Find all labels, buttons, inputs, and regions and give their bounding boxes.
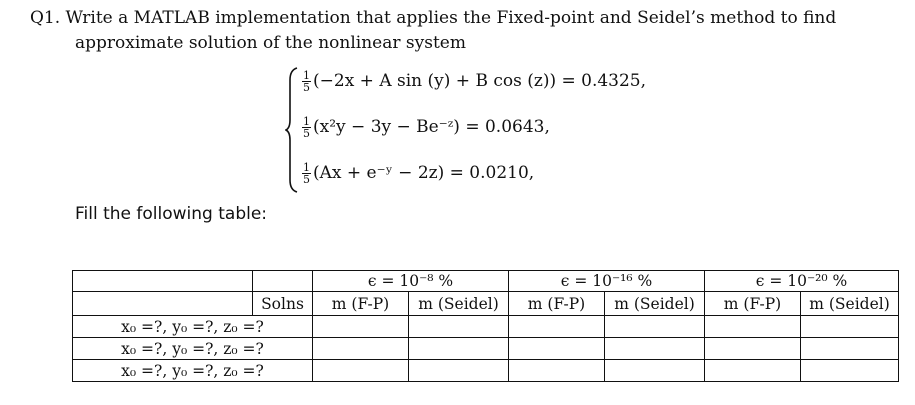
table-cell[interactable]	[409, 338, 509, 360]
table-corner-cell	[73, 292, 253, 316]
table-cell[interactable]	[509, 338, 605, 360]
table-cell[interactable]	[313, 360, 409, 382]
initial-guess-label: x₀ =?, y₀ =?, z₀ =?	[73, 316, 313, 338]
table-row	[73, 360, 899, 382]
initial-guess-label: x₀ =?, y₀ =?, z₀ =?	[73, 360, 313, 382]
table-cell[interactable]	[509, 316, 605, 338]
fraction-denominator: 5	[303, 173, 310, 186]
equation-3	[302, 162, 534, 185]
method-header: m (F-P)	[705, 292, 801, 316]
left-brace	[285, 66, 299, 194]
epsilon-header: ϵ = 10⁻⁸ %	[313, 271, 509, 292]
table-cell[interactable]	[605, 360, 705, 382]
instruction-text: Fill the following table:	[75, 204, 268, 224]
method-header: m (F-P)	[509, 292, 605, 316]
epsilon-header: ϵ = 10⁻¹⁶ %	[509, 271, 705, 292]
table-cell[interactable]	[509, 360, 605, 382]
fraction-denominator: 5	[303, 127, 310, 140]
table-cell[interactable]	[705, 338, 801, 360]
table-cell[interactable]	[801, 360, 899, 382]
equation-3-body: (Ax + e⁻ʸ − 2z) = 0.0210,	[313, 163, 535, 183]
equation-1-body: (−2x + A sin (y) + B cos (z)) = 0.4325,	[313, 71, 647, 91]
method-header: m (F-P)	[313, 292, 409, 316]
fraction-numerator: 1	[303, 115, 310, 128]
equation-system	[285, 66, 705, 194]
question-line-1: Q1. Write a MATLAB implementation that applies the Fixed-point and Seidel’s method to find	[30, 8, 837, 28]
fraction-numerator: 1	[303, 161, 310, 174]
method-header: m (Seidel)	[801, 292, 899, 316]
results-table	[72, 270, 899, 382]
fraction	[302, 162, 311, 185]
equation-1	[302, 70, 646, 93]
table-row	[73, 316, 899, 338]
question-line-2: approximate solution of the nonlinear system	[75, 33, 466, 53]
equation-2-body: (x²y − 3y − Be⁻ᶻ) = 0.0643,	[313, 117, 550, 137]
table-corner-cell	[253, 271, 313, 292]
table-corner-cell	[73, 271, 253, 292]
table-cell[interactable]	[313, 316, 409, 338]
table-row	[73, 338, 899, 360]
table-cell[interactable]	[605, 338, 705, 360]
table-cell[interactable]	[313, 338, 409, 360]
table-cell[interactable]	[801, 316, 899, 338]
table-cell[interactable]	[409, 316, 509, 338]
table-cell[interactable]	[705, 316, 801, 338]
table-cell[interactable]	[409, 360, 509, 382]
fraction	[302, 116, 311, 139]
fraction-denominator: 5	[303, 81, 310, 94]
epsilon-header: ϵ = 10⁻²⁰ %	[705, 271, 899, 292]
method-header: m (Seidel)	[409, 292, 509, 316]
table-cell[interactable]	[801, 338, 899, 360]
table-header-method-row	[73, 292, 899, 316]
initial-guess-label: x₀ =?, y₀ =?, z₀ =?	[73, 338, 313, 360]
equation-2	[302, 116, 550, 139]
fraction-numerator: 1	[303, 69, 310, 82]
method-header: m (Seidel)	[605, 292, 705, 316]
table-header-epsilon-row	[73, 271, 899, 292]
table-cell[interactable]	[605, 316, 705, 338]
table-cell[interactable]	[705, 360, 801, 382]
solns-header: Solns	[253, 292, 313, 316]
fraction	[302, 70, 311, 93]
